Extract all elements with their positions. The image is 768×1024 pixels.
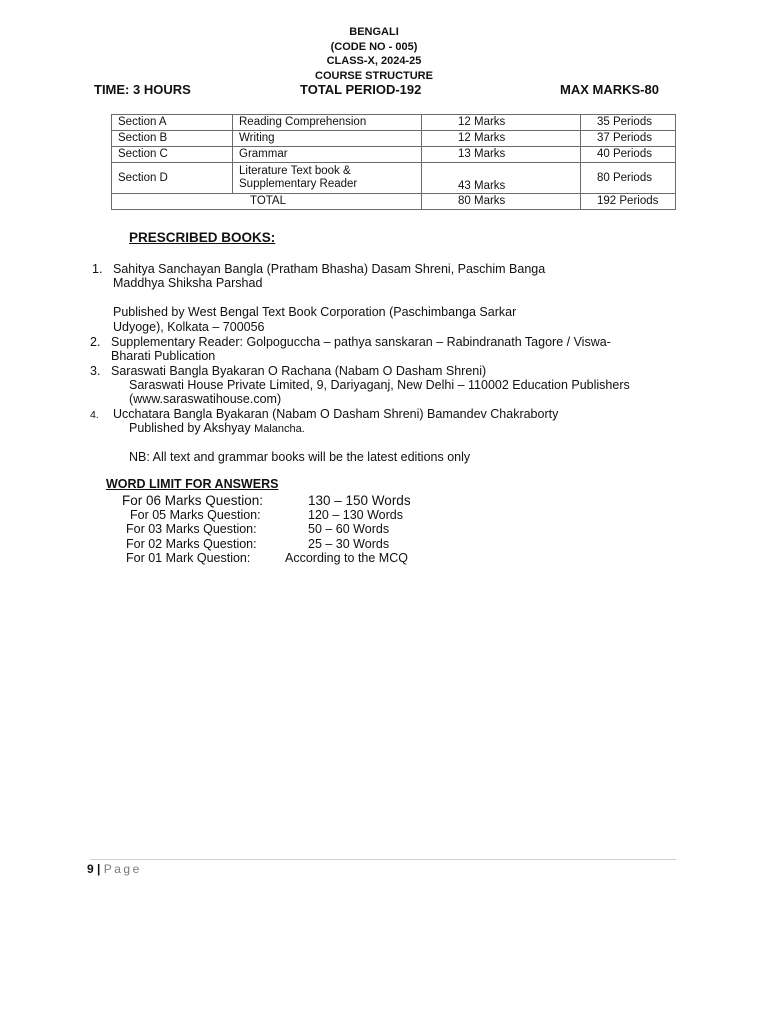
word-limit-question: For 05 Marks Question:	[130, 508, 261, 522]
total-label-cell: TOTAL	[112, 194, 422, 210]
marks-cell: 43 Marks	[422, 163, 581, 194]
total-period-label: TOTAL PERIOD-192	[300, 82, 422, 97]
list-number: 2.	[90, 335, 101, 349]
class-year: CLASS-X, 2024-25	[326, 55, 422, 67]
footer-divider	[90, 859, 676, 860]
list-item-line: Sahitya Sanchayan Bangla (Pratham Bhasha) Dasam Shreni, Paschim Banga	[113, 262, 546, 276]
page-word: Page	[103, 862, 142, 876]
list-item-line: Saraswati House Private Limited, 9, Dariyaganj, New Delhi – 110002 Education Publishers	[129, 378, 630, 392]
periods-cell: 80 Periods	[581, 163, 676, 194]
content-line: Literature Text book &	[239, 165, 351, 177]
word-limit-words: 50 – 60 Words	[308, 522, 390, 536]
page-number: 9	[87, 862, 94, 876]
list-number: 1.	[92, 262, 103, 276]
table-row	[112, 115, 676, 131]
marks-cell: 13 Marks	[422, 147, 581, 163]
section-cell: Section B	[112, 131, 233, 147]
list-item-line: Maddhya Shiksha Parshad	[113, 276, 263, 290]
course-structure-table	[111, 114, 676, 210]
table-row	[112, 131, 676, 147]
table-row	[112, 163, 676, 194]
word-limit-words: 25 – 30 Words	[308, 537, 390, 551]
section-cell: Section D	[112, 163, 233, 194]
prescribed-books-heading: PRESCRIBED BOOKS:	[129, 230, 276, 245]
total-periods-cell: 192 Periods	[581, 194, 676, 210]
subject-code: (CODE NO - 005)	[330, 40, 418, 53]
max-marks-label: MAX MARKS-80	[560, 82, 659, 97]
content-cell: Reading Comprehension	[233, 115, 422, 131]
content-cell: Writing	[233, 131, 422, 147]
word-limit-question: For 03 Marks Question:	[126, 522, 257, 536]
list-item-line: (www.saraswatihouse.com)	[129, 392, 282, 406]
word-limit-heading: WORD LIMIT FOR ANSWERS	[106, 477, 279, 491]
table-row	[112, 147, 676, 163]
word-limit-question: For 01 Mark Question:	[126, 551, 251, 565]
word-limit-words: 120 – 130 Words	[308, 508, 403, 522]
editions-note: NB: All text and grammar books will be the latest editions only	[129, 450, 471, 464]
content-cell: Grammar	[233, 147, 422, 163]
list-item-line: Bharati Publication	[111, 349, 216, 363]
periods-cell: 40 Periods	[581, 147, 676, 163]
periods-cell: 35 Periods	[581, 115, 676, 131]
periods-cell: 37 Periods	[581, 131, 676, 147]
list-item-line: Ucchatara Bangla Byakaran (Nabam O Dasham Shreni) Bamandev Chakraborty	[113, 407, 559, 421]
marks-cell: 12 Marks	[422, 115, 581, 131]
word-limit-question: For 02 Marks Question:	[126, 537, 257, 551]
marks-cell: 12 Marks	[422, 131, 581, 147]
list-item-line	[129, 421, 305, 437]
list-number: 4.	[90, 409, 99, 421]
publisher-text: Malancha.	[254, 423, 305, 435]
table-total-row	[112, 194, 676, 210]
total-marks-cell: 80 Marks	[422, 194, 581, 210]
list-item-line: Published by West Bengal Text Book Corporation (Paschimbanga Sarkar	[113, 305, 517, 319]
page-footer	[87, 862, 142, 876]
list-item-line: Saraswati Bangla Byakaran O Rachana (Nabam O Dasham Shreni)	[111, 364, 487, 378]
section-cell: Section C	[112, 147, 233, 163]
word-limit-words: According to the MCQ	[285, 551, 408, 565]
document-title: BENGALI	[349, 26, 399, 38]
section-cell: Section A	[112, 115, 233, 131]
course-structure-heading: COURSE STRUCTURE	[315, 69, 433, 82]
publisher-text: Published by Akshyay	[129, 421, 255, 435]
list-item-line: Supplementary Reader: Golpoguccha – pathya sanskaran – Rabindranath Tagore / Viswa-	[111, 335, 611, 349]
word-limit-words: 130 – 150 Words	[308, 493, 411, 508]
content-cell	[233, 163, 422, 194]
time-label: TIME: 3 HOURS	[94, 82, 191, 97]
page-separator: |	[97, 862, 101, 876]
list-number: 3.	[90, 364, 101, 378]
word-limit-question: For 06 Marks Question:	[122, 493, 264, 508]
content-line: Supplementary Reader	[239, 178, 358, 190]
list-item-line: Udyoge), Kolkata – 700056	[113, 320, 265, 334]
